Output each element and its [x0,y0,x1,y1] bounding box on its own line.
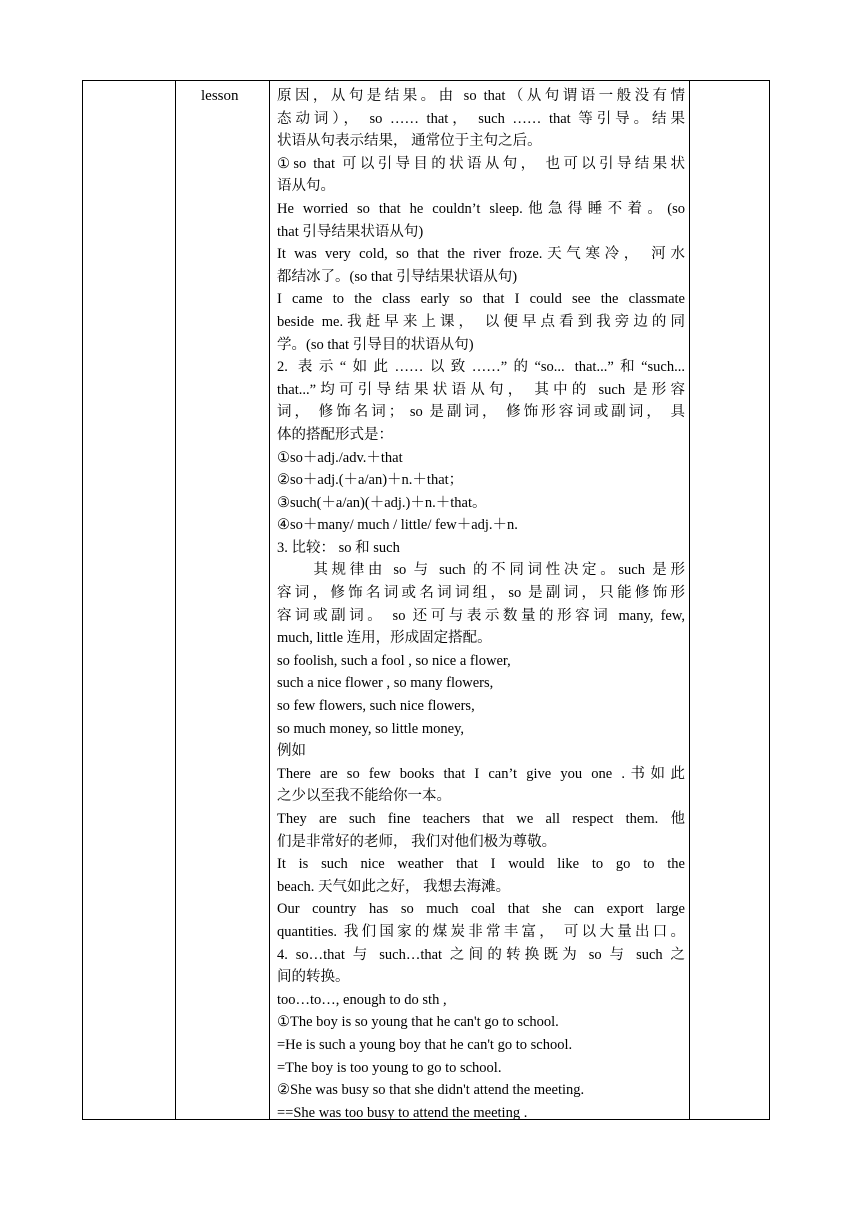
content-line: 体的搭配形式是： [277,426,393,443]
lesson-table [82,80,770,1120]
content-line: 2. 表示“如此……以致……”的“so... that...”和“such... [277,359,685,376]
content-line: 例如 [277,743,306,760]
content-line: 语从句。 [277,178,335,195]
content-line: ==She was too busy to attend the meeting . [277,1104,528,1121]
row-label: lesson [201,88,239,104]
content-line: 原因，从句是结果。由 so that（从句谓语一般没有情 [277,88,685,104]
content-line: ②so＋adj.(＋a/an)＋n.＋that； [277,472,464,489]
content-line: ③such(＋a/an)(＋adj.)＋n.＋that。 [277,494,487,511]
content-line: =He is such a young boy that he can't go to school. [277,1036,573,1053]
content-line: 4. so…that 与 such…that 之间的转换既为 so 与 such 之 [277,946,685,963]
content-line: that 引导结果状语从句) [277,223,424,240]
content-line: They are such fine teachers that we all respect them. 他 [277,811,685,827]
content-line: 态动词）， so …… that， such …… that 等引导。结果 [277,110,685,127]
content-line: such a nice flower , so many flowers, [277,675,494,692]
content-line: that...”均可引导结果状语从句， 其中的 such 是形容 [277,381,685,398]
content-line: quantities. 我们国家的煤炭非常丰富， 可以大量出口。 [277,923,685,940]
content-line: 间的转换。 [277,969,350,986]
content-line: so few flowers, such nice flowers, [277,698,475,715]
content-line: so foolish, such a fool , so nice a flower, [277,652,511,669]
content-line: 其规律由 so 与 such 的不同词性决定。such 是形 [277,562,685,579]
content-line: 容词，修饰名词或名词词组，so 是副词，只能修饰形 [277,585,685,602]
column-divider-2 [269,81,270,1119]
column-divider-1 [175,81,176,1119]
content-line: ①so＋adj./adv.＋that [277,449,403,466]
content-line: 状语从句表示结果， 通常位于主句之后。 [277,133,542,150]
content-line: ④so＋many/ much / little/ few＋adj.＋n. [277,517,518,534]
content-line: 们是非常好的老师， 我们对他们极为尊敬。 [277,833,557,850]
content-line: It is such nice weather that I would like to go to the [277,856,685,873]
content-line: much, little 连用，形成固定搭配。 [277,630,492,647]
content-line: 之少以至我不能给你一本。 [277,788,451,805]
content-line: 3. 比较： so 和 such [277,539,400,556]
content-line: ①The boy is so young that he can't go to school. [277,1014,559,1031]
content-line: 容词或副词。 so 还可与表示数量的形容词 many, few, [277,607,685,624]
content-line: ①so that 可以引导目的状语从句， 也可以引导结果状 [277,155,685,172]
content-line: 学。(so that 引导目的状语从句) [277,336,474,353]
content-line: Our country has so much coal that she can export large [277,901,685,918]
content-line: It was very cold, so that the river froze.天气寒冷， 河水 [277,246,685,263]
content-line: =The boy is too young to go to school. [277,1059,502,1076]
content-line: beach. 天气如此之好， 我想去海滩。 [277,878,511,895]
content-line: 词， 修饰名词； so 是副词， 修饰形容词或副词， 具 [277,404,685,421]
content-line: He worried so that he couldn’t sleep.他急得睡不着。(so [277,200,685,217]
content-line: so much money, so little money, [277,720,464,737]
content-line: beside me.我赶早来上课， 以便早点看到我旁边的同 [277,313,685,330]
column-divider-3 [689,81,690,1119]
content-line: I came to the class early so that I could see the classmate [277,291,685,308]
content-line: There are so few books that I can’t give you one .书如此 [277,765,685,782]
content-line: ②She was busy so that she didn't attend the meeting. [277,1082,585,1099]
content-line: too…to…, enough to do sth , [277,991,447,1008]
content-line: 都结冰了。(so that 引导结果状语从句) [277,268,518,285]
lesson-content [277,85,685,1124]
